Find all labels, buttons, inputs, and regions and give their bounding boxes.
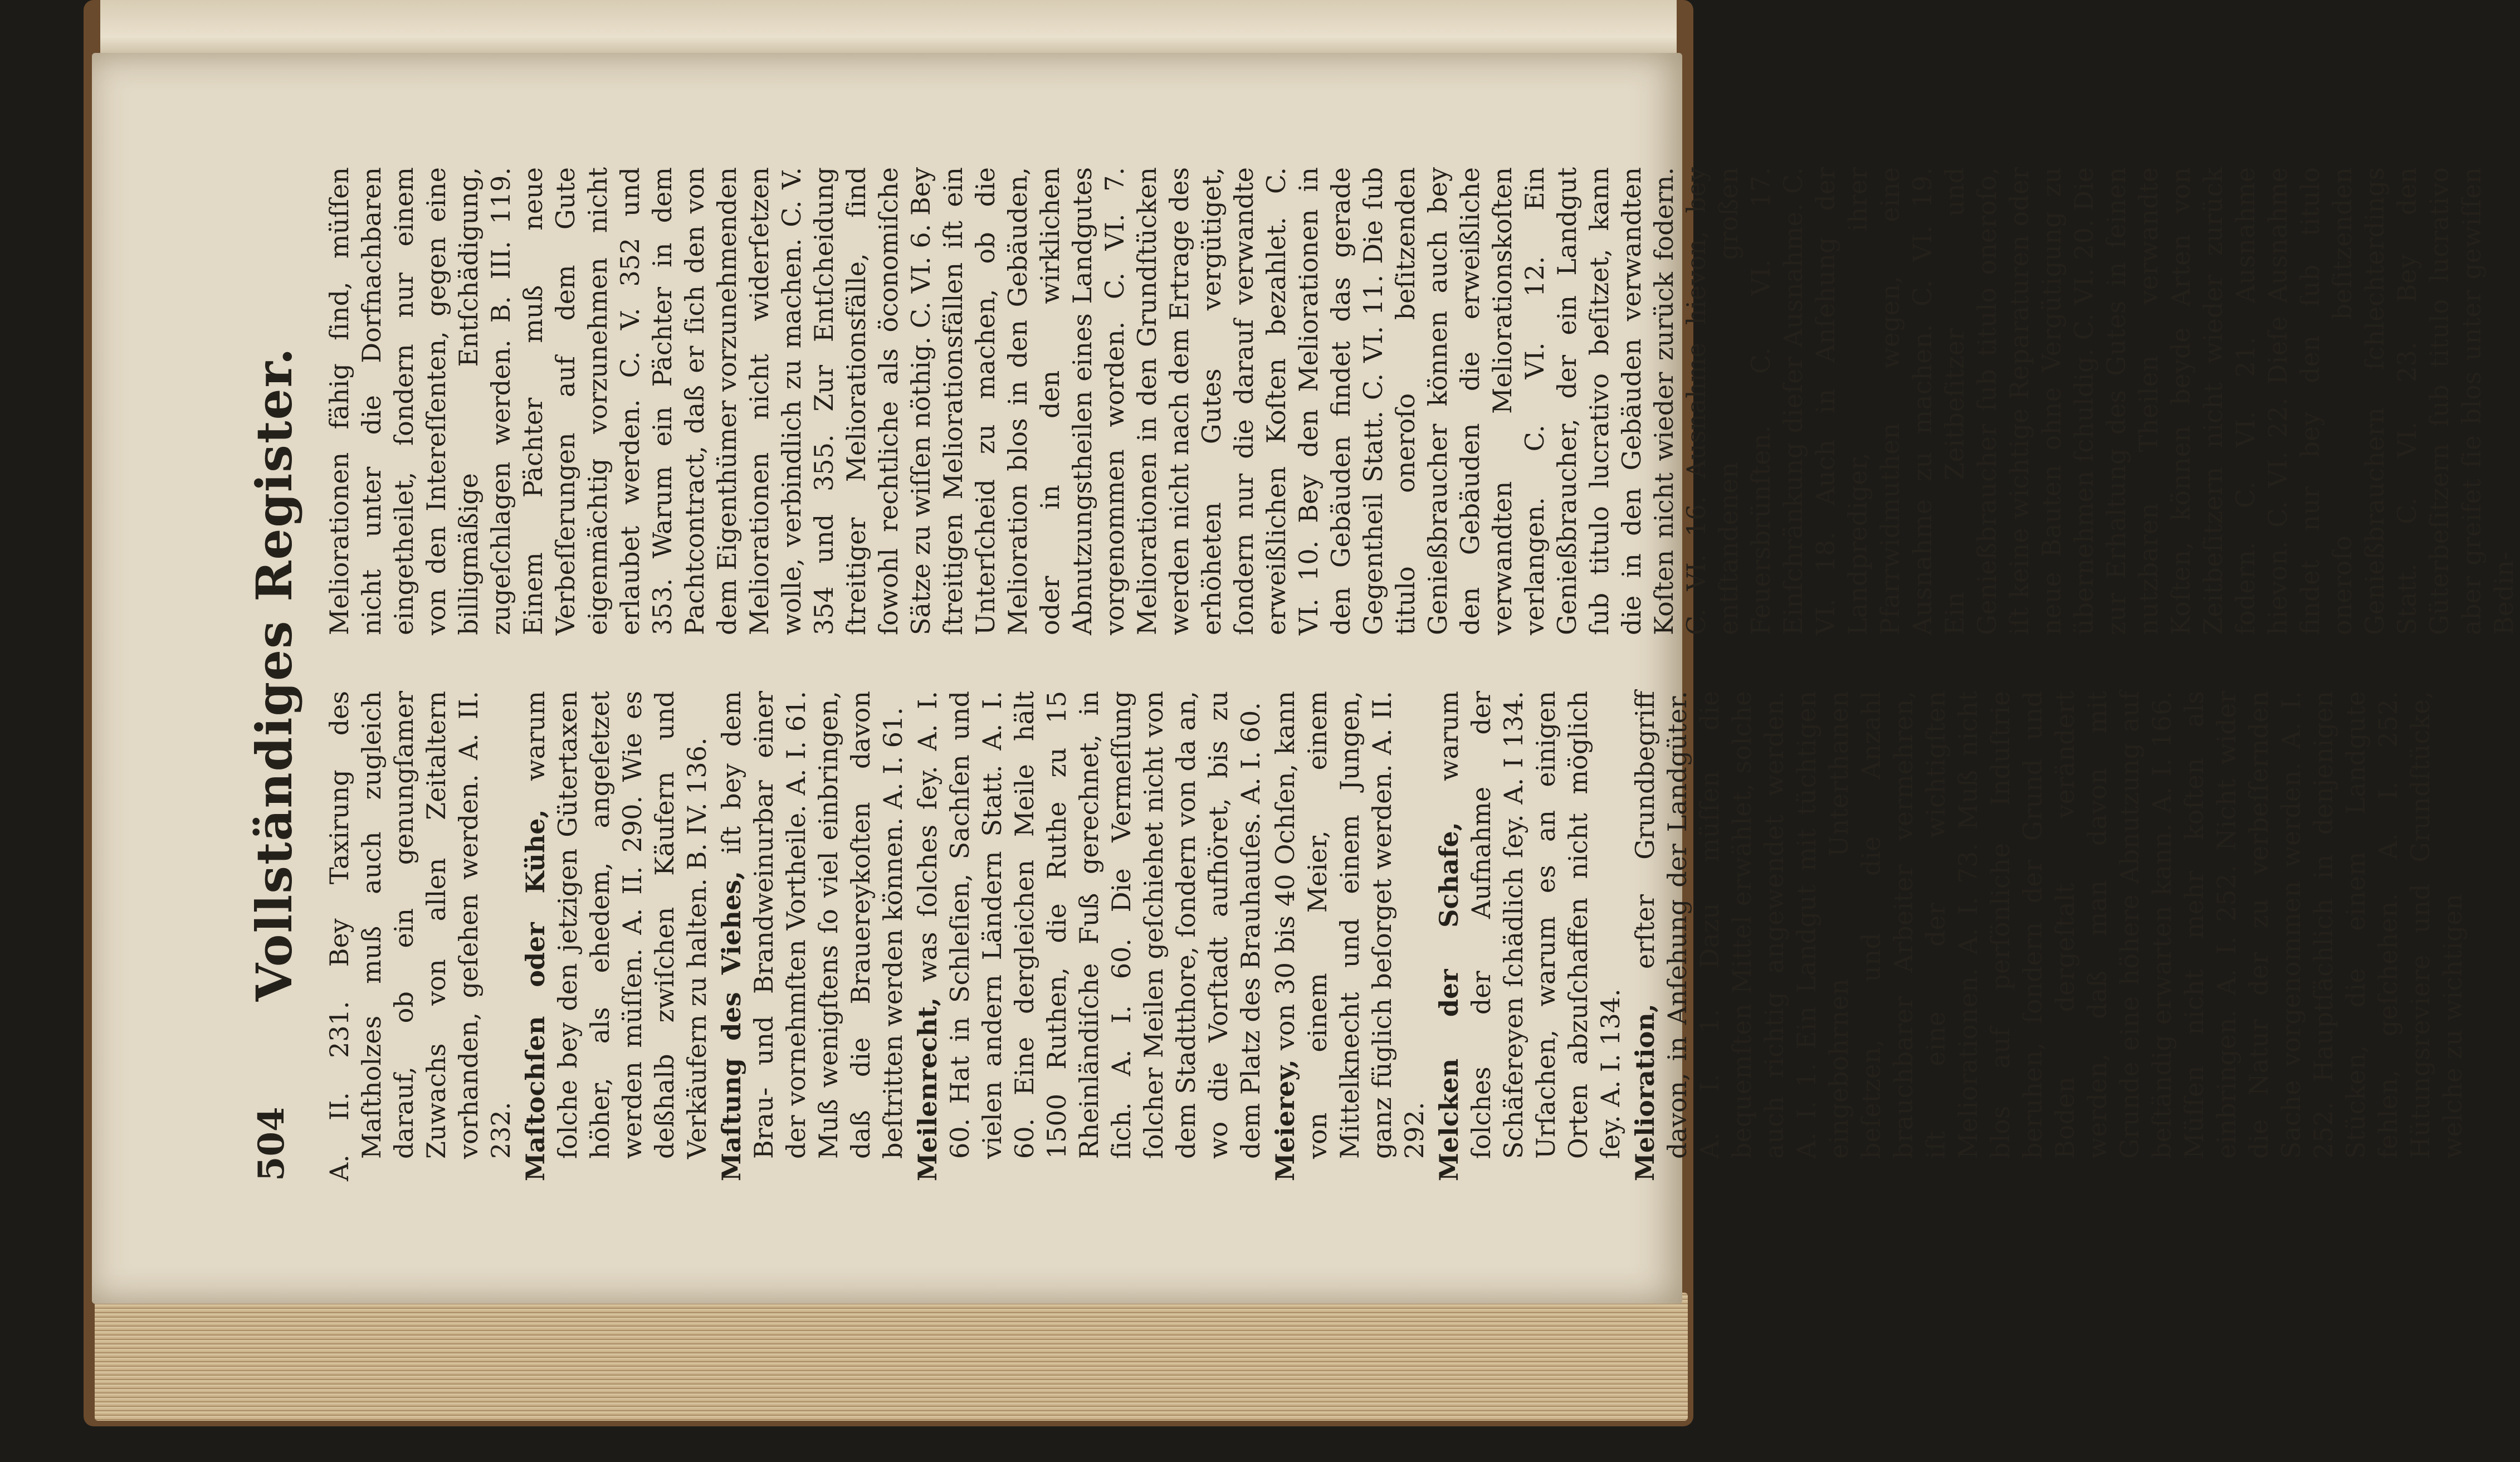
- index-columns: [323, 167, 2519, 1181]
- index-entry: Meilenrecht, was ſolches ſey. A. I. 60. Hat in Schleſien, Sachſen und vielen andern Ländern Statt. A. I. 60. Eine dergleichen Meile hält 1500 Ruthen, die Ruthe zu 15 Rheinländiſche Fuß gerechnet, in ſich. A. I. 60. Die Vermeſſung ſolcher Meilen geſchiehet nicht von dem Stadtthore, ſondern von da an, wo die Vorſtadt aufhöret, bis zu dem Platz des Brauhauſes. A. I. 60.: [912, 691, 1266, 1181]
- page-number: 504: [251, 1107, 292, 1181]
- right-column: [323, 167, 2519, 657]
- index-entry: Maſtung des Viehes, iſt bey dem Brau- und Brandweinurbar einer der vornehmſten Vortheile. A. I. 61. Muß wenigſtens ſo viel einbringen, daß die Brauereykoſten davon beſtritten werden können. A. I. 61.: [716, 691, 908, 1181]
- index-entry: A. II. 231. Bey Taxirung des Maſtholzes muß auch zugleich darauf, ob ein genungſamer Zuwachs von allen Zeitaltern vorhanden, geſehen werden. A. II. 232.: [324, 691, 516, 1181]
- index-entry: Melioration, erſter Grundbegriff davon, in Anſehung der Landgüter. A. I. 1. Dazu müſſen die bequemſten Mittel erwählet, solche auch richtig angewendet werden. A. I. 1. Ein Landgut mit tüchtigen eingebohrnen Unterthanen beſetzen, und die Anzahl brauchbarer Arbeiter vermehren, iſt eine der wichtigſten Meliorationen. A. I. 73. Muß nicht blos auf perſönliche Induſtrie beruhen, ſondern der Grund und Boden dergeſtalt verändert werden, daß man davon mit Grunde eine höhere Abnutzung auf beſtändig erwarten kann. A. I. 166. Müſſen nicht mehr koſten als einbringen. A. I. 252. Nicht wider die Natur der zu verbeſſernden Sache vorgenommen werden. A. I. 252. Hauptſächlich in denjenigen Stücken, die einem Landgute fehlen, geſchehen. A. I. 252. Hütungsreviere und Grundſtücke, welche zu wichtigen: [1630, 691, 2468, 1181]
- page-edges: [95, 1293, 1688, 1421]
- text-block: [240, 167, 2519, 1181]
- left-column: [323, 691, 2468, 1181]
- index-entry: Maſtochſen oder Kühe, warum ſolche bey den jetzigen Gütertaxen höher, als ehedem, angeſetzet werden müſſen. A. II. 290. Wie es deßhalb zwiſchen Käufern und Verkäufern zu halten. B. IV. 136.: [520, 691, 712, 1181]
- running-head: [240, 167, 306, 1181]
- index-entry: Meierey, von 30 bis 40 Ochſen, kann von einem Meier, einem Mittelknecht und einem Jungen, ganz füglich beſorget werden. A. II. 292.: [1270, 691, 1429, 1181]
- index-entry: Meliorationen fähig ſind, müſſen nicht unter die Dorfnachbaren eingetheilet, ſondern nur einem von den Intereſſenten, gegen eine billigmäßige Entſchädigung, zugeſchlagen werden. B. III. 119. Einem Pächter muß neue Verbeſſerungen auf dem Gute eigenmächtig vorzunehmen nicht erlaubet werden. C. V. 352 und 353. Warum ein Pächter in dem Pachtcontract, daß er ſich den von dem Eigenthümer vorzunehmenden Meliorationen nicht widerſetzen wolle, verbindlich zu machen. C. V. 354 und 355. Zur Entſcheidung ſtreitiger Meliorationsfälle, ſind ſowohl rechtliche als öconomiſche Sätze zu wiſſen nöthig. C. VI. 6. Bey ſtreitigen Meliorationsfällen iſt ein Unterſcheid zu machen, ob die Melioration blos in den Gebäuden, oder in den wirklichen Abnutzungstheilen eines Landgutes vorgenommen worden. C. VI. 7. Meliorationen in den Grundſtücken werden nicht nach dem Ertrage des erhöheten Gutes vergütiget, ſondern nur die darauf verwandte erweißlichen Koſten bezahlet. C. VI. 10. Bey den Meliorationen in den Gebäuden findet das gerade Gegentheil Statt. C. VI. 11. Die ſub titulo oneroſo beſitzenden Genießbraucher können auch bey den Gebäuden die erweißliche verwandten Meliorationskoſten verlangen. C. VI. 12. Ein Genießbraucher, der ein Landgut ſub titulo lucrativo beſitzet, kann die in den Gebäuden verwandten Koſten nicht wieder zurück fodern. C. VI. 16. Ausnahme hievon, bey entſtandenen großen Feuersbrünſten. C. VI. 17. Einſchränkung dieſer Ausnahme. C. VI. 18. Auch in Anſehung der Landprediger, ihrer Pfarrwidmuthen wegen, eine Ausnahme zu machen. C. VI. 19. Ein Zeitbeſitzer und Genießbraucher ſub titulo oneroſo, iſt keine wichtige Reparaturen oder neue Bauten ohne Vergütigung zu übernehmen ſchuldig. C. VI. 20. Die zur Erhaltung des Gutes in ſeinen nutzbaren Theilen verwandte Koſten, können beyde Arten von Zeitbeſitzern nicht wieder zurück fodern. C. VI. 21. Ausnahme hievon. C. VI. 22. Dieſe Ausnahme findet nur bey den ſub titulo oneroſo beſitzenden Genießbrauchern ſchlechterdings Statt. C. VI. 23. Bey den Güterbeſitzern ſub titulo lucrativo aber greifet ſie blos unter gewiſſen Bedin-: [324, 167, 2519, 635]
- index-entry: Melcken der Schafe, warum ſolches der Aufnahme der Schäfereyen ſchädlich ſey. A. I 134. Urſachen, warum es an einigen Orten abzuſchaffen nicht möglich ſey. A. I. 134.: [1434, 691, 1625, 1181]
- rotated-text: [240, 167, 2519, 1181]
- page-title: Vollständiges Register.: [245, 347, 303, 1002]
- facing-page-edge: [100, 0, 1677, 53]
